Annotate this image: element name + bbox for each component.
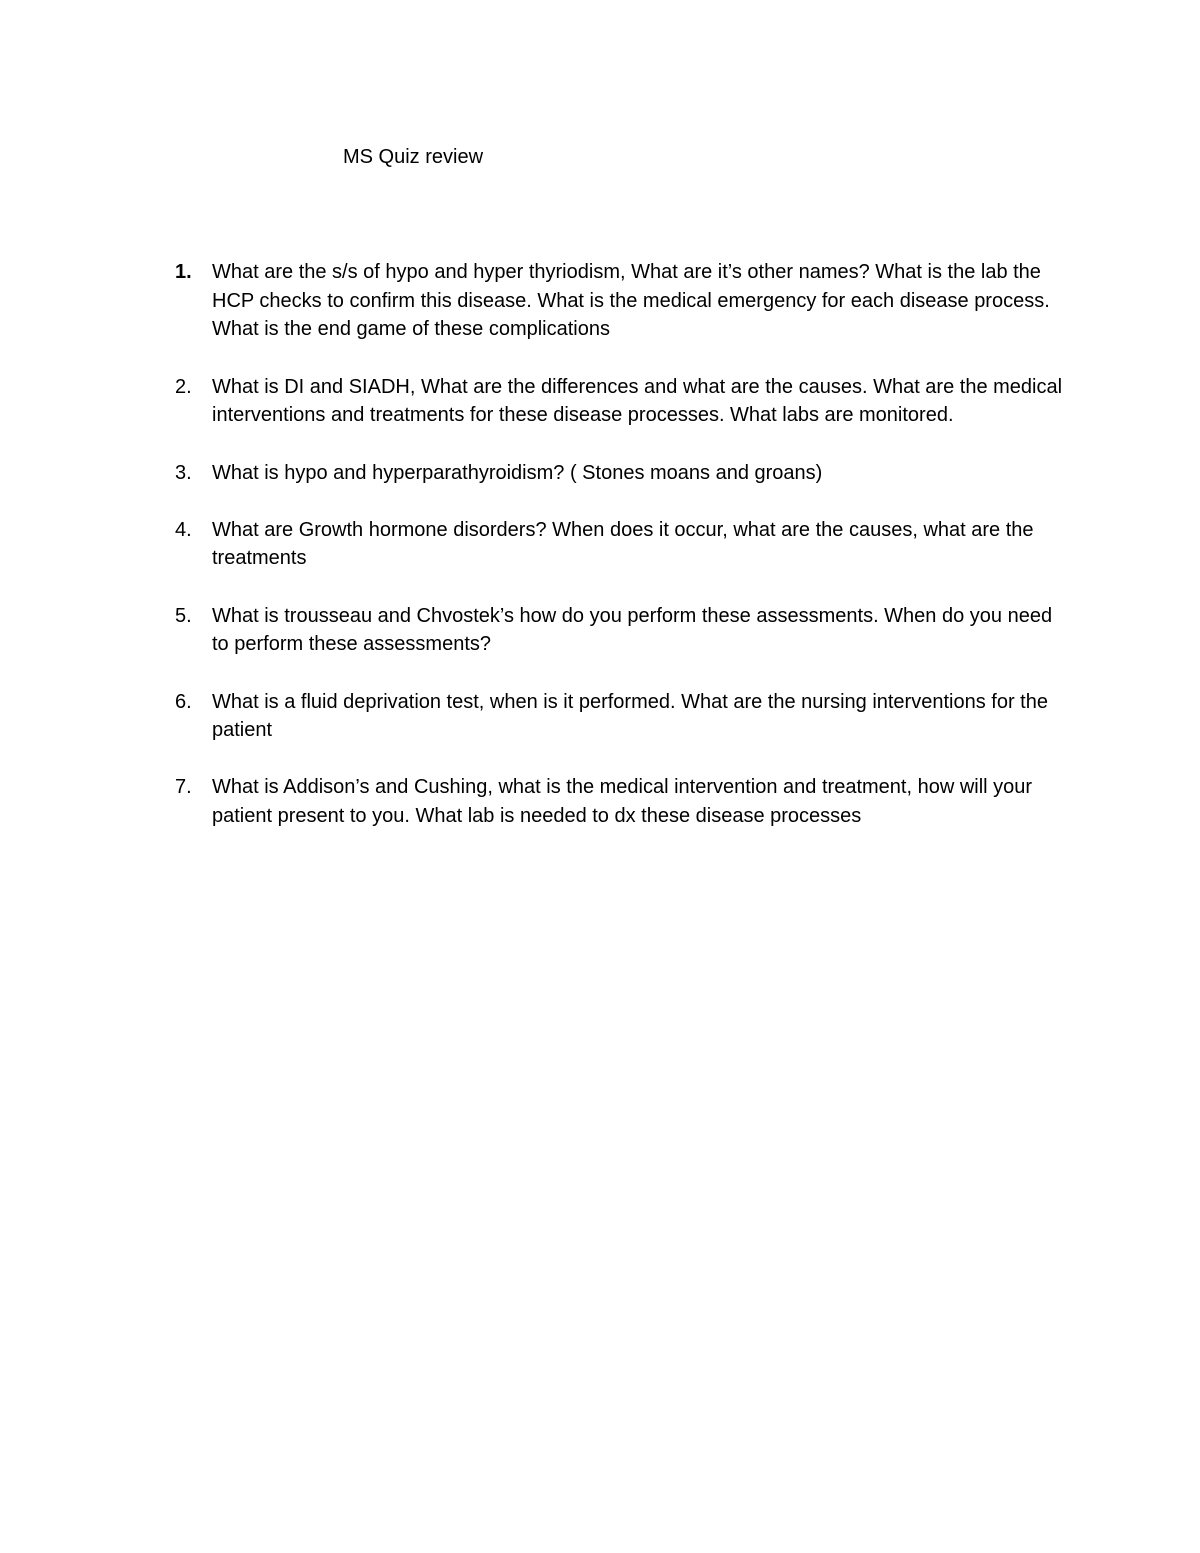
- question-text: What is hypo and hyperparathyroidism? ( Stones moans and groans): [212, 461, 823, 484]
- question-number: 7.: [175, 776, 192, 799]
- question-number: 4.: [175, 518, 192, 541]
- question-number: 5.: [175, 604, 192, 627]
- question-number: 2.: [175, 375, 192, 398]
- question-item: [0, 373, 1072, 430]
- question-number: 1.: [175, 261, 192, 283]
- question-text: What is trousseau and Chvostek’s how do you perform these assessments. When do you need to perform these assessments?: [212, 604, 1053, 656]
- question-text: What is DI and SIADH, What are the differences and what are the causes. What are the medical interventions and treatments for these disease processes. What labs are monitored.: [212, 375, 1063, 427]
- question-item: [0, 459, 1072, 488]
- question-number: 3.: [175, 461, 192, 484]
- question-text: What are the s/s of hypo and hyper thyriodism, What are it’s other names? What is the lab the HCP checks to confirm this disease. What is the medical emergency for each disease process. What is the end game of these complications: [212, 261, 1050, 341]
- question-text: What are Growth hormone disorders? When does it occur, what are the causes, what are the treatments: [212, 518, 1034, 570]
- question-text: What is Addison’s and Cushing, what is the medical intervention and treatment, how will your patient present to you. What lab is needed to dx these disease processes: [212, 776, 1033, 828]
- question-item: [0, 258, 1072, 344]
- question-number: 6.: [175, 690, 192, 713]
- question-text: What is a fluid deprivation test, when is it performed. What are the nursing interventions for the patient: [212, 690, 1048, 742]
- question-item: [0, 688, 1072, 745]
- question-item: [0, 773, 1072, 830]
- question-item: [0, 602, 1072, 659]
- document-title: MS Quiz review: [343, 146, 484, 168]
- question-list: [0, 258, 1200, 859]
- question-item: [0, 516, 1072, 573]
